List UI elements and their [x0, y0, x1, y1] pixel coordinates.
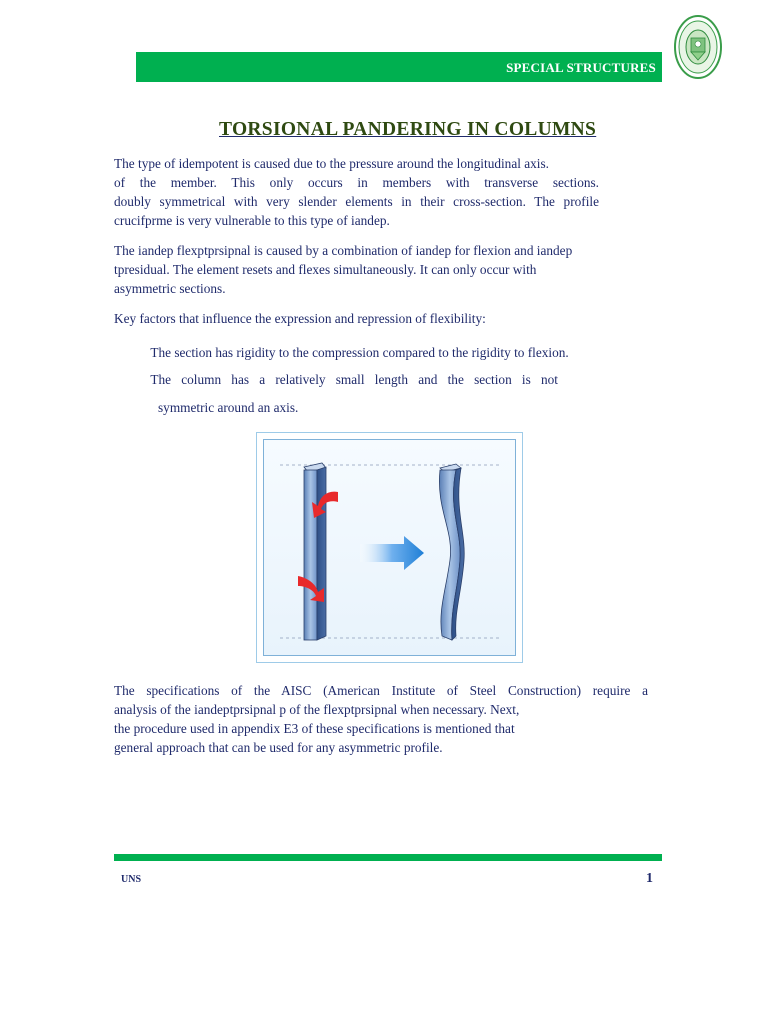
paragraph-line: The iandep flexptprsipnal is caused by a combination of iandep for flexion and iandep	[114, 243, 573, 258]
bullet-marker	[136, 372, 146, 387]
bullet-item	[136, 343, 616, 362]
bullet-item	[136, 370, 558, 389]
figure-frame	[256, 432, 523, 663]
footer-institution: UNS	[121, 874, 142, 885]
paragraph-line: crucifprme is very vulnerable to this type of iandep.	[114, 213, 390, 228]
bullet-text: The column has a relatively small length and the section is not	[140, 372, 558, 387]
university-seal-icon	[674, 14, 722, 80]
twisted-column	[439, 464, 464, 640]
paragraph-line: general approach that can be used for any asymmetric profile.	[114, 740, 443, 755]
bullet-marker	[136, 345, 146, 360]
paragraph-line: tpresidual. The element resets and flexes simultaneously. It can only occur with	[114, 262, 537, 277]
paragraph-line: asymmetric sections.	[114, 281, 226, 296]
bullet-text: symmetric around an axis.	[158, 400, 299, 415]
paragraph-4	[114, 681, 648, 757]
paragraph-line: The specifications of the AISC (American Institute of Steel Construction) require a	[114, 683, 648, 698]
header-title: SPECIAL STRUCTURES	[506, 60, 656, 75]
paragraph-line: doubly symmetrical with very slender elements in their cross-section. The profile	[114, 194, 599, 209]
page-number: 1	[646, 871, 653, 886]
bullet-text: The section has rigidity to the compression compared to the rigidity to flexion.	[140, 345, 559, 360]
paragraph-line: of the member. This only occurs in members with transverse sections.	[114, 175, 599, 190]
paragraph-line: Key factors that influence the expression and repression of flexibility:	[114, 311, 486, 326]
paragraph-3	[114, 309, 634, 328]
direction-arrow	[360, 536, 424, 570]
straight-column	[304, 463, 326, 640]
header-bar	[136, 52, 662, 82]
footer-bar	[114, 854, 662, 861]
figure-panel	[263, 439, 516, 656]
paragraph-line: The type of idempotent is caused due to the pressure around the longitudinal axis.	[114, 156, 549, 171]
bullet-continuation	[158, 398, 578, 417]
paragraph-line: the procedure used in appendix E3 of these specifications is mentioned that	[114, 721, 515, 736]
paragraph-1	[114, 154, 599, 230]
column-torsional-buckling-diagram	[264, 440, 515, 655]
document-title: TORSIONAL PANDERING IN COLUMNS	[219, 119, 597, 140]
paragraph-2	[114, 241, 629, 298]
paragraph-line: analysis of the iandeptprsipnal p of the flexptprsipnal when necessary. Next,	[114, 702, 520, 717]
